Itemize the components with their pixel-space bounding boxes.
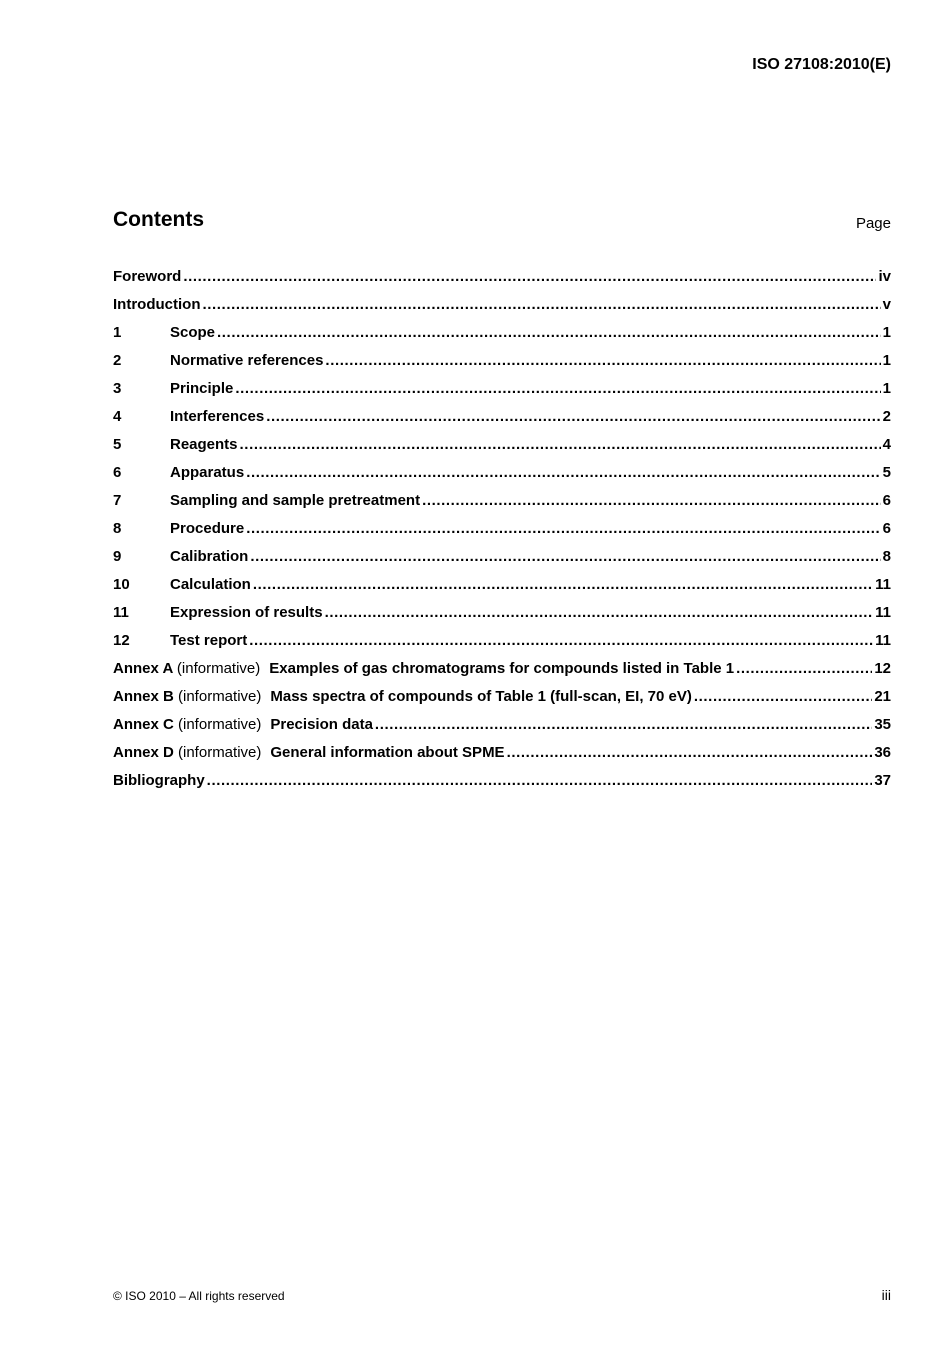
- toc-entry-title: Foreword: [113, 268, 182, 285]
- toc-annex-label: [113, 716, 261, 733]
- toc-entry-clause-11[interactable]: [113, 604, 891, 632]
- toc-entry-number: 4: [113, 408, 122, 425]
- toc-entry-title: Procedure: [170, 520, 245, 537]
- toc-entry-title: Examples of gas chromatograms for compounds listed in Table 1: [269, 660, 735, 677]
- toc-dot-leader: [694, 688, 872, 705]
- toc-annex-label: [113, 688, 261, 705]
- toc-entry-clause-4[interactable]: [113, 408, 891, 436]
- toc-entry-number: 3: [113, 380, 122, 397]
- toc-entry-clause-5[interactable]: [113, 436, 891, 464]
- contents-header: [113, 208, 891, 240]
- toc-entry-clause-3[interactable]: [113, 380, 891, 408]
- toc-annex-kind: (informative): [178, 744, 262, 761]
- toc-annex-letter: Annex D: [113, 744, 174, 761]
- toc-entry-page: 5: [882, 464, 891, 481]
- toc-entry-page: 21: [874, 688, 891, 705]
- toc-entry-page: 4: [882, 436, 891, 453]
- toc-entry-annex-c[interactable]: [113, 716, 891, 744]
- toc-dot-leader: [266, 408, 880, 425]
- toc-entry-introduction[interactable]: [113, 296, 891, 324]
- toc-entry-page: 1: [882, 324, 891, 341]
- toc-annex-letter: Annex B: [113, 688, 174, 705]
- toc-entry-title: Scope: [170, 324, 216, 341]
- toc-dot-leader: [240, 436, 881, 453]
- toc-annex-letter: Annex A: [113, 660, 173, 677]
- toc-entry-page: 2: [882, 408, 891, 425]
- toc-entry-page: 6: [882, 520, 891, 537]
- toc-annex-kind: (informative): [178, 688, 262, 705]
- document-id: ISO 27108:2010(E): [752, 56, 891, 73]
- toc-entry-bibliography[interactable]: [113, 772, 891, 800]
- toc-entry-title: Interferences: [170, 408, 265, 425]
- footer-copyright: © ISO 2010 – All rights reserved: [113, 1289, 285, 1303]
- toc-entry-page: 6: [882, 492, 891, 509]
- page-column-label: Page: [855, 215, 891, 232]
- toc-entry-number: 1: [113, 324, 122, 341]
- toc-entry-title: Principle: [170, 380, 234, 397]
- toc-entry-title: Sampling and sample pretreatment: [170, 492, 421, 509]
- toc-entry-title: Mass spectra of compounds of Table 1 (full-scan, EI, 70 eV): [270, 688, 692, 705]
- toc-entry-title: Calibration: [170, 548, 249, 565]
- toc-entry-title: Precision data: [270, 716, 373, 733]
- toc-entry-page: iv: [878, 268, 891, 285]
- toc-entry-clause-6[interactable]: [113, 464, 891, 492]
- toc-entry-annex-d[interactable]: [113, 744, 891, 772]
- toc-entry-foreword[interactable]: [113, 268, 891, 296]
- toc-entry-page: 12: [874, 660, 891, 677]
- toc-dot-leader: [253, 576, 873, 593]
- toc-entry-annex-a[interactable]: [113, 660, 891, 688]
- toc-dot-leader: [736, 660, 872, 677]
- toc-dot-leader: [422, 492, 881, 509]
- toc-entry-clause-1[interactable]: [113, 324, 891, 352]
- toc-entry-number: 6: [113, 464, 122, 481]
- toc-entry-page: v: [882, 296, 891, 313]
- toc-entry-number: 9: [113, 548, 122, 565]
- contents-title: Contents: [113, 208, 204, 231]
- toc-dot-leader: [249, 632, 873, 649]
- toc-annex-kind: (informative): [178, 716, 262, 733]
- toc-dot-leader: [250, 548, 880, 565]
- toc-entry-clause-9[interactable]: [113, 548, 891, 576]
- toc-dot-leader: [507, 744, 873, 761]
- footer-page-number: iii: [881, 1287, 891, 1303]
- toc-entry-page: 11: [875, 604, 891, 621]
- toc-entry-title: Apparatus: [170, 464, 245, 481]
- toc-annex-letter: Annex C: [113, 716, 174, 733]
- toc-dot-leader: [217, 324, 881, 341]
- toc-dot-leader: [325, 352, 880, 369]
- toc-entry-page: 11: [875, 576, 891, 593]
- toc-dot-leader: [202, 296, 880, 313]
- toc-dot-leader: [235, 380, 880, 397]
- toc-entry-annex-b[interactable]: [113, 688, 891, 716]
- toc-entry-page: 11: [875, 632, 891, 649]
- toc-entry-number: 2: [113, 352, 122, 369]
- toc-entry-title: General information about SPME: [270, 744, 505, 761]
- toc-dot-leader: [246, 520, 880, 537]
- toc-entry-number: 11: [113, 604, 129, 621]
- toc-entry-clause-7[interactable]: [113, 492, 891, 520]
- toc-entry-clause-10[interactable]: [113, 576, 891, 604]
- toc-entry-title: Expression of results: [170, 604, 323, 621]
- toc-entry-clause-8[interactable]: [113, 520, 891, 548]
- toc-dot-leader: [375, 716, 872, 733]
- toc-entry-title: Introduction: [113, 296, 201, 313]
- toc-entry-page: 8: [882, 548, 891, 565]
- toc-entry-page: 1: [882, 352, 891, 369]
- toc-entry-number: 8: [113, 520, 122, 537]
- toc-entry-title: Normative references: [170, 352, 324, 369]
- toc-dot-leader: [246, 464, 880, 481]
- toc-dot-leader: [207, 772, 873, 789]
- toc-entry-page: 37: [874, 772, 891, 789]
- toc-entry-title: Bibliography: [113, 772, 205, 789]
- toc-annex-label: [113, 744, 261, 761]
- toc-entry-title: Test report: [170, 632, 248, 649]
- toc-entry-page: 36: [874, 744, 891, 761]
- toc-entry-number: 12: [113, 632, 130, 649]
- toc-entry-number: 7: [113, 492, 122, 509]
- toc-entry-page: 1: [882, 380, 891, 397]
- table-of-contents: [113, 268, 891, 800]
- toc-entry-clause-2[interactable]: [113, 352, 891, 380]
- toc-annex-kind: (informative): [176, 660, 261, 677]
- toc-dot-leader: [183, 268, 876, 285]
- toc-annex-label: [113, 660, 260, 677]
- toc-entry-title: Reagents: [170, 436, 238, 453]
- toc-entry-number: 5: [113, 436, 122, 453]
- toc-dot-leader: [325, 604, 874, 621]
- toc-entry-title: Calculation: [170, 576, 251, 593]
- toc-entry-clause-12[interactable]: [113, 632, 891, 660]
- toc-entry-page: 35: [874, 716, 891, 733]
- toc-entry-number: 10: [113, 576, 130, 593]
